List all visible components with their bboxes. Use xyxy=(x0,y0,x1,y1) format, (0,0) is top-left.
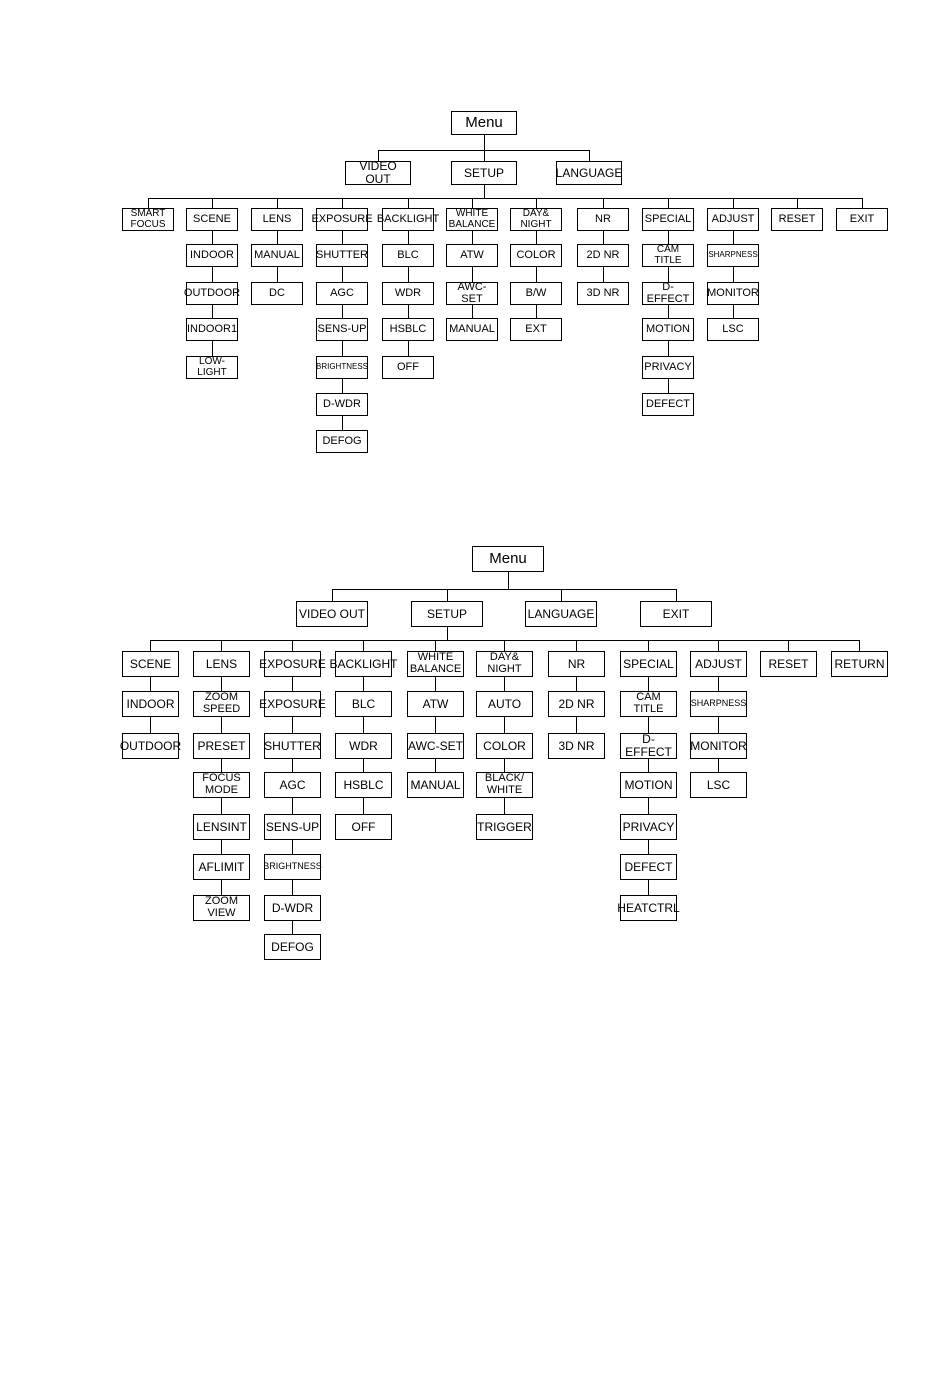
diagram-1-connector xyxy=(603,198,604,208)
diagram-2-exposure-exposure: EXPOSURE xyxy=(264,691,321,717)
diagram-1-connector xyxy=(277,231,278,244)
diagram-2-special-heatctrl: HEATCTRL xyxy=(620,895,677,921)
diagram-1-scene-low-light: LOW-LIGHT xyxy=(186,356,238,379)
diagram-2-connector xyxy=(648,677,649,691)
diagram-1-connector xyxy=(212,341,213,356)
diagram-1-connector xyxy=(668,267,669,282)
diagram-2-exposure-brightness: BRIGHTNESS xyxy=(264,854,321,880)
diagram-2-adjust-sharpness: SHARPNESS xyxy=(690,691,747,717)
diagram-2-white-balance-awc-set: AWC-SET xyxy=(407,733,464,759)
diagram-1-setup-smart-focus: SMART FOCUS xyxy=(122,208,174,231)
diagram-2-connector xyxy=(363,677,364,691)
diagram-2-backlight-blc: BLC xyxy=(335,691,392,717)
diagram-1-day-night-ext: EXT xyxy=(510,318,562,341)
diagram-2-menu-language: LANGUAGE xyxy=(525,601,597,627)
diagram-1-connector xyxy=(212,231,213,244)
diagram-2-connector xyxy=(435,677,436,691)
diagram-1-connector xyxy=(212,305,213,318)
diagram-2-special-d-effect: D-EFFECT xyxy=(620,733,677,759)
diagram-2-setup-lens: LENS xyxy=(193,651,250,677)
diagram-1-white-balance-awc-set: AWC-SET xyxy=(446,282,498,305)
diagram-1-connector xyxy=(212,267,213,282)
diagram-2-connector xyxy=(576,717,577,733)
diagram-2-adjust-monitor: MONITOR xyxy=(690,733,747,759)
diagram-1-white-balance-manual: MANUAL xyxy=(446,318,498,341)
diagram-1-connector xyxy=(472,198,473,208)
diagram-1-connector xyxy=(733,267,734,282)
diagram-2-setup-scene: SCENE xyxy=(122,651,179,677)
diagram-1-connector xyxy=(148,198,863,199)
diagram-1-connector xyxy=(536,198,537,208)
diagram-2-connector xyxy=(292,717,293,733)
diagram-1-connector xyxy=(408,198,409,208)
diagram-2-connector xyxy=(504,717,505,733)
diagram-1-connector xyxy=(668,231,669,244)
diagram-1-connector xyxy=(342,379,343,393)
diagram-2-exposure-sens-up: SENS-UP xyxy=(264,814,321,840)
diagram-2-connector xyxy=(332,589,333,601)
diagram-1-setup-special: SPECIAL xyxy=(642,208,694,231)
diagram-2-connector xyxy=(435,717,436,733)
diagram-2-connector xyxy=(435,759,436,772)
diagram-2-connector xyxy=(648,759,649,772)
diagram-2-special-privacy: PRIVACY xyxy=(620,814,677,840)
diagram-2-connector xyxy=(718,677,719,691)
diagram-2-connector xyxy=(292,840,293,854)
diagram-1-nr-2d-nr: 2D NR xyxy=(577,244,629,267)
diagram-1-connector xyxy=(408,305,409,318)
diagram-2-setup-exposure: EXPOSURE xyxy=(264,651,321,677)
diagram-2-lens-focus-mode: FOCUS MODE xyxy=(193,772,250,798)
diagram-1-white-balance-atw: ATW xyxy=(446,244,498,267)
diagram-2-connector xyxy=(292,759,293,772)
diagram-2-connector xyxy=(150,640,860,641)
diagram-2-backlight-off: OFF xyxy=(335,814,392,840)
diagram-1-connector xyxy=(408,231,409,244)
diagram-2-menu-video-out: VIDEO OUT xyxy=(296,601,368,627)
diagram-1-setup-lens: LENS xyxy=(251,208,303,231)
diagram-1-adjust-sharpness: SHARPNESS xyxy=(707,244,759,267)
diagram-2-connector xyxy=(648,717,649,733)
diagram-1-connector xyxy=(862,198,863,208)
diagram-1-special-d-effect: D-EFFECT xyxy=(642,282,694,305)
diagram-1-day-night-b-w: B/W xyxy=(510,282,562,305)
diagram-2-nr-3d-nr: 3D NR xyxy=(548,733,605,759)
diagram-2-exposure-shutter: SHUTTER xyxy=(264,733,321,759)
diagram-1-adjust-lsc: LSC xyxy=(707,318,759,341)
diagram-1-connector xyxy=(342,198,343,208)
diagram-1-setup-reset: RESET xyxy=(771,208,823,231)
diagram-2-connector xyxy=(648,840,649,854)
diagram-2-connector xyxy=(718,759,719,772)
diagram-2-connector xyxy=(648,880,649,895)
diagram-2-connector xyxy=(363,640,364,651)
diagram-2-connector xyxy=(292,640,293,651)
diagram-2-exposure-agc: AGC xyxy=(264,772,321,798)
diagram-1-connector xyxy=(472,267,473,282)
diagram-1-connector xyxy=(342,416,343,430)
diagram-2-connector xyxy=(150,717,151,733)
diagram-2-connector xyxy=(504,798,505,814)
diagram-1-scene-outdoor: OUTDOOR xyxy=(186,282,238,305)
diagram-2-day-night-auto: AUTO xyxy=(476,691,533,717)
diagram-1-connector xyxy=(536,231,537,244)
diagram-1-connector xyxy=(603,231,604,244)
diagram-2-white-balance-atw: ATW xyxy=(407,691,464,717)
diagram-2-backlight-hsblc: HSBLC xyxy=(335,772,392,798)
diagram-1-connector xyxy=(733,198,734,208)
diagram-1-backlight-wdr: WDR xyxy=(382,282,434,305)
diagram-2-nr-2d-nr: 2D NR xyxy=(548,691,605,717)
diagram-2-connector xyxy=(447,589,448,601)
diagram-1-menu-root: Menu xyxy=(451,111,517,135)
diagram-2-connector xyxy=(221,759,222,772)
diagram-1-connector xyxy=(472,305,473,318)
diagram-1-special-motion: MOTION xyxy=(642,318,694,341)
diagram-2-connector xyxy=(788,640,789,651)
diagram-2-connector xyxy=(221,880,222,895)
diagram-2-day-night-color: COLOR xyxy=(476,733,533,759)
diagram-1-setup-day-night: DAY& NIGHT xyxy=(510,208,562,231)
diagram-1-exposure-sens-up: SENS-UP xyxy=(316,318,368,341)
diagram-1-connector xyxy=(536,305,537,318)
diagram-1-exposure-brightness: BRIGHTNESS xyxy=(316,356,368,379)
diagram-2-backlight-wdr: WDR xyxy=(335,733,392,759)
diagram-1-scene-indoor: INDOOR xyxy=(186,244,238,267)
diagram-1-setup-exposure: EXPOSURE xyxy=(316,208,368,231)
diagram-2-menu-exit: EXIT xyxy=(640,601,712,627)
diagram-2-connector xyxy=(504,759,505,772)
diagram-2-connector xyxy=(292,921,293,934)
diagram-1-connector xyxy=(668,341,669,356)
diagram-1-connector xyxy=(342,267,343,282)
diagram-1-setup-white-balance: WHITE BALANCE xyxy=(446,208,498,231)
diagram-1-setup-adjust: ADJUST xyxy=(707,208,759,231)
diagram-2-day-night-trigger: TRIGGER xyxy=(476,814,533,840)
diagram-2-menu-root: Menu xyxy=(472,546,544,572)
diagram-2-connector xyxy=(221,840,222,854)
diagram-1-connector xyxy=(277,267,278,282)
diagram-1-special-privacy: PRIVACY xyxy=(642,356,694,379)
diagram-2-connector xyxy=(221,677,222,691)
diagram-2-connector xyxy=(363,717,364,733)
diagram-2-lens-aflimit: AFLIMIT xyxy=(193,854,250,880)
diagram-1-lens-manual: MANUAL xyxy=(251,244,303,267)
diagram-2-connector xyxy=(363,759,364,772)
diagram-2-setup-nr: NR xyxy=(548,651,605,677)
diagram-2-connector xyxy=(718,717,719,733)
diagram-1-connector xyxy=(408,267,409,282)
diagram-2-connector xyxy=(292,677,293,691)
diagram-1-special-cam-title: CAM TITLE xyxy=(642,244,694,267)
diagram-2-connector xyxy=(859,640,860,651)
diagram-2-special-motion: MOTION xyxy=(620,772,677,798)
diagram-1-connector xyxy=(603,267,604,282)
diagram-2-lens-lensint: LENSINT xyxy=(193,814,250,840)
diagram-1-menu-video-out: VIDEO OUT xyxy=(345,161,411,185)
diagram-1-connector xyxy=(408,341,409,356)
diagram-1-connector xyxy=(148,198,149,208)
diagram-2-connector xyxy=(221,798,222,814)
diagram-1-connector xyxy=(342,305,343,318)
diagram-1-connector xyxy=(797,198,798,208)
diagram-2-lens-zoom-view: ZOOM VIEW xyxy=(193,895,250,921)
diagram-1-setup-backlight: BACKLIGHT xyxy=(382,208,434,231)
diagram-2-lens-preset: PRESET xyxy=(193,733,250,759)
diagram-1-setup-nr: NR xyxy=(577,208,629,231)
diagram-1-exposure-shutter: SHUTTER xyxy=(316,244,368,267)
diagram-1-lens-dc: DC xyxy=(251,282,303,305)
diagram-2-special-cam-title: CAM TITLE xyxy=(620,691,677,717)
diagram-2-connector xyxy=(648,640,649,651)
diagram-2-exposure-d-wdr: D-WDR xyxy=(264,895,321,921)
diagram-1-connector xyxy=(342,231,343,244)
diagram-1-connector xyxy=(733,231,734,244)
diagram-2-connector xyxy=(561,589,562,601)
diagram-2-setup-day-night: DAY& NIGHT xyxy=(476,651,533,677)
diagram-1-setup-scene: SCENE xyxy=(186,208,238,231)
diagram-2-setup-reset: RESET xyxy=(760,651,817,677)
diagram-2-special-defect: DEFECT xyxy=(620,854,677,880)
diagram-1-connector xyxy=(536,267,537,282)
diagram-2-connector xyxy=(504,677,505,691)
diagram-2-scene-indoor: INDOOR xyxy=(122,691,179,717)
diagram-1-exposure-defog: DEFOG xyxy=(316,430,368,453)
diagram-2-connector xyxy=(648,798,649,814)
diagram-2-setup-backlight: BACKLIGHT xyxy=(335,651,392,677)
diagram-2-exposure-defog: DEFOG xyxy=(264,934,321,960)
diagram-2-day-night-black-white: BLACK/ WHITE xyxy=(476,772,533,798)
diagram-1-connector xyxy=(472,231,473,244)
diagram-2-setup-return: RETURN xyxy=(831,651,888,677)
diagram-1-connector xyxy=(342,341,343,356)
diagram-2-connector xyxy=(292,798,293,814)
diagram-1-backlight-off: OFF xyxy=(382,356,434,379)
diagram-1-connector xyxy=(484,185,485,198)
diagram-2-connector xyxy=(718,640,719,651)
diagram-2-connector xyxy=(150,677,151,691)
diagram-2-connector xyxy=(447,627,448,640)
diagram-2-connector xyxy=(435,640,436,651)
diagram-1-special-defect: DEFECT xyxy=(642,393,694,416)
diagram-1-connector xyxy=(668,379,669,393)
diagram-1-exposure-agc: AGC xyxy=(316,282,368,305)
diagram-2-connector xyxy=(292,880,293,895)
diagram-1-backlight-hsblc: HSBLC xyxy=(382,318,434,341)
diagram-2-menu-setup: SETUP xyxy=(411,601,483,627)
diagram-2-connector xyxy=(576,640,577,651)
diagram-1-connector xyxy=(484,150,485,161)
diagram-2-white-balance-manual: MANUAL xyxy=(407,772,464,798)
diagram-1-connector xyxy=(589,150,590,161)
diagram-1-nr-3d-nr: 3D NR xyxy=(577,282,629,305)
diagram-2-connector xyxy=(676,589,677,601)
diagram-2-connector xyxy=(332,589,677,590)
diagram-1-menu-language: LANGUAGE xyxy=(556,161,622,185)
diagram-2-connector xyxy=(150,640,151,651)
diagram-1-adjust-monitor: MONITOR xyxy=(707,282,759,305)
diagram-2-adjust-lsc: LSC xyxy=(690,772,747,798)
diagram-2-connector xyxy=(363,798,364,814)
diagram-1-connector xyxy=(733,305,734,318)
diagram-2-connector xyxy=(508,572,509,589)
diagram-1-connector xyxy=(484,135,485,150)
diagram-1-setup-exit: EXIT xyxy=(836,208,888,231)
diagram-1-connector xyxy=(668,305,669,318)
diagram-1-menu-setup: SETUP xyxy=(451,161,517,185)
diagram-2-connector xyxy=(221,717,222,733)
diagram-1-backlight-blc: BLC xyxy=(382,244,434,267)
diagram-2-connector xyxy=(576,677,577,691)
diagram-1-connector xyxy=(212,198,213,208)
diagram-2-scene-outdoor: OUTDOOR xyxy=(122,733,179,759)
diagram-2-connector xyxy=(504,640,505,651)
diagram-1-connector xyxy=(668,198,669,208)
diagram-2-setup-adjust: ADJUST xyxy=(690,651,747,677)
diagram-1-day-night-color: COLOR xyxy=(510,244,562,267)
diagram-1-connector xyxy=(277,198,278,208)
diagram-1-exposure-d-wdr: D-WDR xyxy=(316,393,368,416)
diagram-2-connector xyxy=(221,640,222,651)
diagram-1-scene-indoor1: INDOOR1 xyxy=(186,318,238,341)
diagram-2-setup-white-balance: WHITE BALANCE xyxy=(407,651,464,677)
diagram-2-lens-zoom-speed: ZOOM SPEED xyxy=(193,691,250,717)
diagram-2-setup-special: SPECIAL xyxy=(620,651,677,677)
